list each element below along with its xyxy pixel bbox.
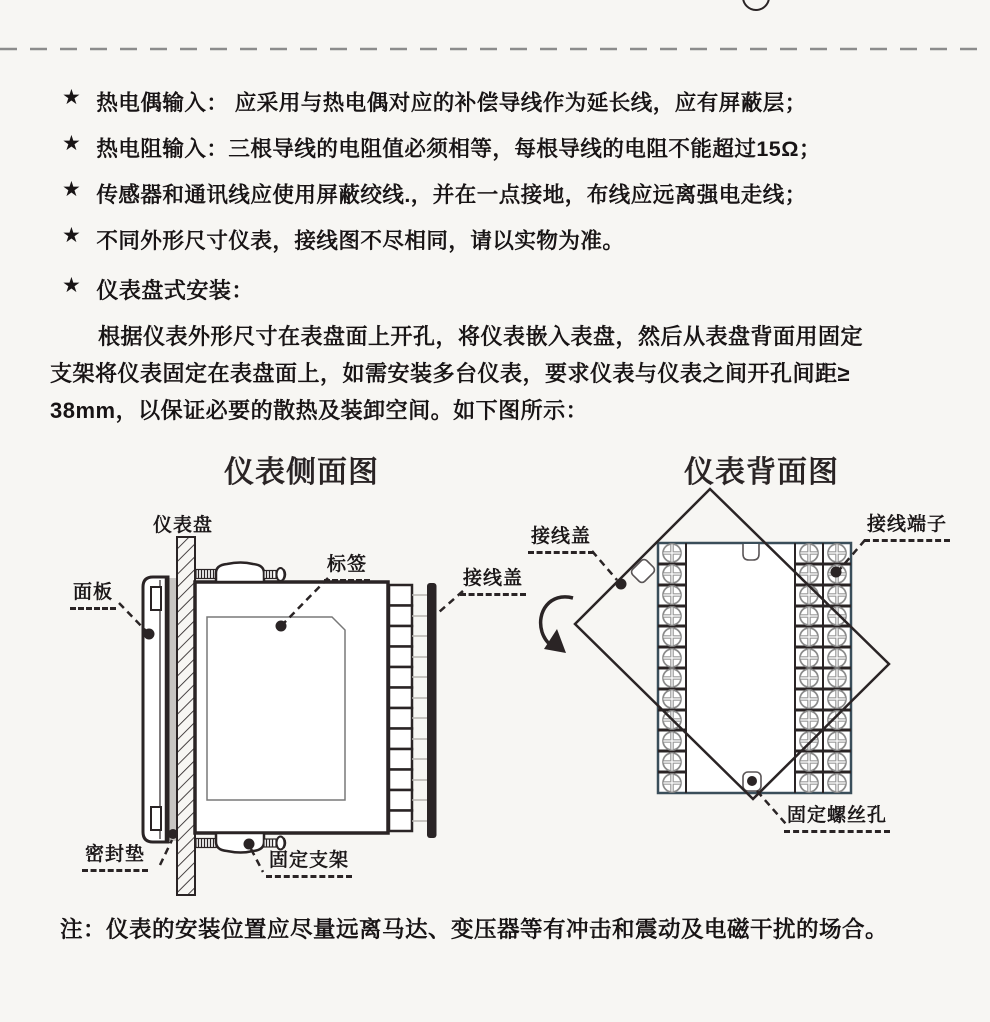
bullet-text: 热电偶输入： 应采用与热电偶对应的补偿导线作为延长线，应有屏蔽层； — [96, 91, 807, 115]
label-bracket: 固定支架 — [266, 845, 352, 878]
front-panel-bezel — [143, 577, 168, 842]
fixing-screw-hole — [743, 772, 761, 791]
gasket-strip — [166, 578, 177, 841]
fixing-bracket-top — [196, 563, 286, 583]
bullet-item — [62, 178, 807, 209]
star-icon: ★ — [62, 178, 82, 201]
label-front-panel: 面板 — [70, 577, 116, 610]
back-body — [658, 543, 851, 793]
section-heading-text: 仪表盘式安装： — [96, 278, 254, 303]
panel-leader-dot — [144, 629, 155, 640]
back-view-leaders — [592, 540, 865, 824]
label-panel-board: 仪表盘 — [153, 515, 214, 536]
section-heading — [62, 274, 254, 305]
bullet-item — [62, 132, 821, 163]
terminal-row-separators — [658, 564, 851, 772]
cover-notch — [630, 558, 656, 584]
label-tag: 标签 — [324, 549, 370, 582]
tag-area — [207, 617, 345, 800]
bullet-item — [62, 86, 807, 117]
cover-leader-dot — [616, 579, 627, 590]
star-icon: ★ — [62, 274, 82, 297]
label-wiring-cover-back: 接线盖 — [528, 521, 594, 554]
terminal-wires — [412, 595, 427, 821]
label-wiring-cover-side: 接线盖 — [460, 563, 526, 596]
wiring-cover-bar — [427, 583, 437, 838]
top-notch — [743, 544, 759, 560]
star-icon: ★ — [62, 132, 82, 155]
side-view-drawing — [119, 537, 463, 895]
install-paragraph-line: 根据仪表外形尺寸在表盘面上开孔，将仪表嵌入表盘，然后从表盘背面用固定 — [98, 324, 864, 349]
gasket-leader-dot — [168, 829, 178, 839]
bullet-text: 热电阻输入：三根导线的电阻值必须相等，每根导线的电阻不能超过15Ω； — [96, 137, 821, 161]
bullet-text: 传感器和通讯线应使用屏蔽绞线.，并在一点接地，布线应远离强电走线； — [96, 183, 807, 207]
terminal-screws-left — [663, 544, 681, 792]
tag-leader-dot — [276, 621, 287, 632]
install-paragraph-line: 38mm，以保证必要的散热及装卸空间。如下图所示： — [50, 398, 589, 423]
terminal-strip-side — [389, 585, 412, 831]
page-number-circle — [742, 0, 770, 11]
bullet-text: 不同外形尺寸仪表，接线图不尽相同，请以实物为准。 — [96, 229, 625, 253]
label-screw-hole: 固定螺丝孔 — [784, 800, 890, 833]
star-icon: ★ — [62, 86, 82, 109]
screw-hole-leader-dot — [747, 776, 757, 786]
side-view-title: 仪表侧面图 — [224, 456, 379, 489]
instrument-body — [195, 582, 388, 833]
rotation-arrow — [541, 597, 573, 653]
terminal-strip-borders — [686, 543, 823, 793]
label-terminal: 接线端子 — [864, 509, 950, 542]
terminal-leader-dot — [831, 567, 842, 578]
install-paragraph-line: 支架将仪表固定在表盘面上，如需安装多台仪表，要求仪表与仪表之间开孔间距≥ — [50, 361, 851, 386]
install-note: 注：仪表的安装位置应尽量远离马达、变压器等有冲击和震动及电磁干扰的场合。 — [60, 917, 889, 942]
label-gasket: 密封垫 — [82, 839, 148, 872]
back-view-title: 仪表背面图 — [684, 456, 839, 489]
bullet-item — [62, 224, 624, 255]
side-view-leaders — [119, 578, 463, 872]
terminal-screws-right — [800, 544, 846, 792]
star-icon: ★ — [62, 224, 82, 247]
wiring-cover-diamond — [575, 489, 889, 799]
panel-board-hatched-wall — [177, 537, 195, 895]
